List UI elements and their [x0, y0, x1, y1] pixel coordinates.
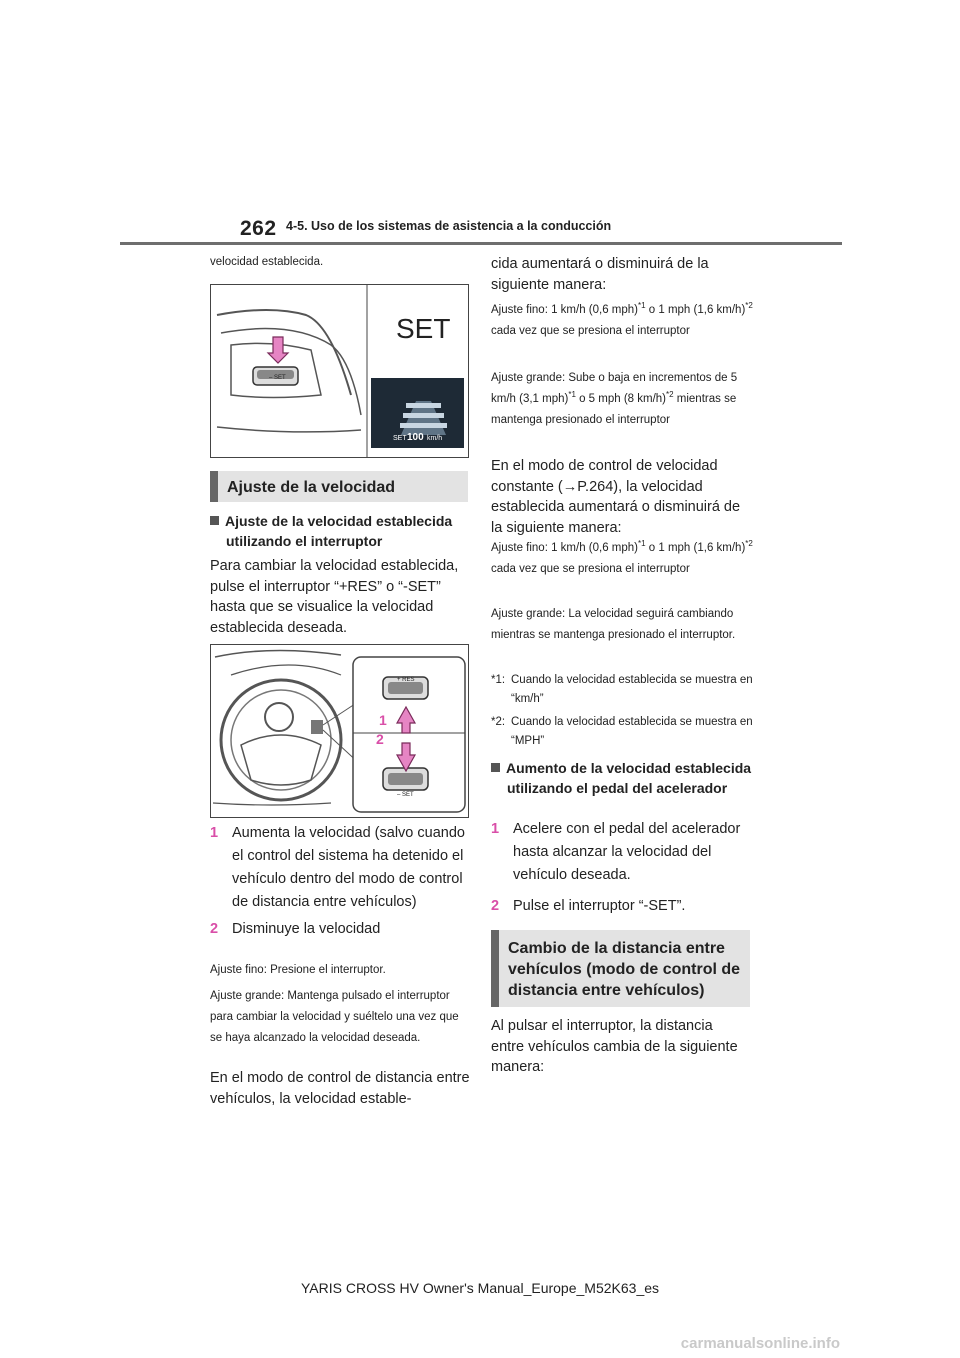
paragraph-distance-change: Al pulsar el interruptor, la distancia entre vehículos cambia de la siguiente manera: [491, 1018, 738, 1075]
coarse-adjust-km: Ajuste grande: Sube o baja en incrementos de 5 km/h (3,1 mph)$^{*1}$ o 5 mph (8 km/h)$^{*2}$ mientras se mantenga presionado el interruptor [491, 372, 738, 426]
callout-1: 1 [379, 712, 387, 728]
step-item [210, 822, 472, 914]
step-number: 2 [491, 898, 500, 914]
step-text: Pulse el interruptor “-SET”. [513, 898, 686, 914]
footnote-item [491, 671, 753, 709]
page-number: 262 [240, 217, 277, 240]
header-rule [120, 242, 842, 245]
figure-res-set-switch [210, 644, 469, 818]
step-number: 1 [210, 825, 219, 841]
footnote-mark: *2: [491, 716, 506, 728]
footnote-mark: *1: [491, 674, 506, 686]
fine-adjust-text: Ajuste fino: Presione el interruptor. [210, 964, 386, 976]
section-heading-speed: Ajuste de la velocidad [210, 471, 468, 502]
steps-list-accelerator [491, 818, 746, 918]
square-bullet-icon [491, 763, 500, 772]
section-running-title: 4-5. Uso de los sistemas de asistencia a la conducción [286, 219, 612, 233]
footnote-item [491, 713, 753, 751]
step-item [491, 895, 746, 918]
readout-speed: 100 [407, 432, 424, 443]
steering-wheel-illustration [211, 645, 468, 817]
res-switch-label: + RES [397, 677, 415, 683]
step-text: Disminuye la velocidad [232, 921, 381, 937]
fine-adjust-constant: Ajuste fino: 1 km/h (0,6 mph)$^{*1}$ o 1 mph (1,6 km/h)$^{*2}$ cada vez que se presiona el interruptor [491, 539, 753, 575]
footnote-text: Cuando la velocidad establecida se muestra en “km/h” [511, 674, 753, 705]
watermark[interactable]: carmanualsonline.info [680, 1335, 840, 1352]
footnote-text: Cuando la velocidad establecida se muestra en “MPH” [511, 716, 753, 747]
square-bullet-icon [210, 516, 219, 525]
coarse-adjust-constant: Ajuste grande: La velocidad seguirá cambiando mientras se mantenga presionado el interruptor. [491, 608, 736, 641]
paragraph-distance-mode: En el modo de control de distancia entre vehículos, la velocidad estable- [210, 1070, 470, 1107]
step-number: 1 [491, 821, 500, 837]
step-number: 2 [210, 921, 219, 937]
figure-set-switch [210, 284, 469, 458]
paragraph-continued: cida aumentará o disminuirá de la siguiente manera: [491, 256, 709, 293]
readout-unit: km/h [427, 435, 443, 442]
intro-text: velocidad establecida. [210, 256, 324, 268]
set-switch-label: – SET [269, 375, 286, 381]
paragraph-change-speed: Para cambiar la velocidad establecida, pulse el interruptor “+RES” o “-SET” hasta que se visualice la velocidad establecida deseada. [210, 558, 459, 636]
readout-set-label: SET [393, 435, 407, 442]
section-heading-distance: Cambio de la distancia entre vehículos (modo de control de distancia entre vehículos) [491, 930, 750, 1007]
set-display-text: SET [396, 313, 451, 344]
subheading-speed-switch: Ajuste de la velocidad establecida utilizando el interruptor [210, 511, 486, 551]
steps-list-speed [210, 822, 472, 941]
step-text: Acelere con el pedal del acelerador hasta alcanzar la velocidad del vehículo deseada. [513, 821, 741, 883]
steering-switch-illustration [211, 285, 468, 457]
step-text: Aumenta la velocidad (salvo cuando el control del sistema ha detenido el vehículo dentro del modo de control de distancia entre vehículos) [232, 825, 465, 910]
footer-manual-id: YARIS CROSS HV Owner's Manual_Europe_M52K63_es [300, 1280, 660, 1296]
paragraph-constant-mode: En el modo de control de velocidad constante (→P.264), la velocidad establecida aumentará o disminuirá de la siguiente manera: [491, 458, 741, 536]
footnotes [491, 671, 753, 751]
coarse-adjust-text: Ajuste grande: Mantenga pulsado el interruptor para cambiar la velocidad y suéltelo una vez que se haya alcanzado la velocidad deseada. [210, 990, 459, 1044]
set-switch-label-2: – SET [397, 792, 414, 798]
callout-2: 2 [376, 731, 384, 747]
fine-adjust-km: Ajuste fino: 1 km/h (0,6 mph)$^{*1}$ o 1 mph (1,6 km/h)$^{*2}$ cada vez que se presiona el interruptor [491, 301, 753, 337]
subheading-accelerator: Aumento de la velocidad establecida utilizando el pedal del acelerador [491, 758, 762, 798]
step-item [210, 918, 472, 941]
step-item [491, 818, 746, 887]
